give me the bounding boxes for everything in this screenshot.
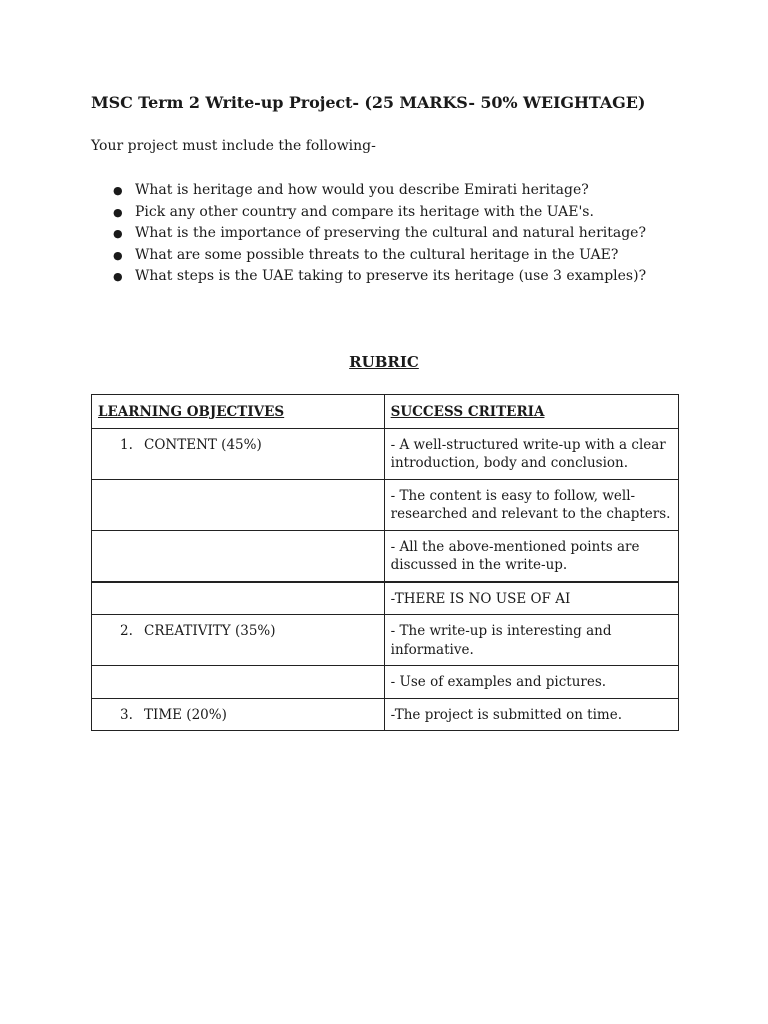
requirements-list bbox=[91, 180, 646, 288]
criteria-cell: - The write-up is interesting and informative. bbox=[384, 615, 678, 666]
criteria-cell: - The content is easy to follow, well-researched and relevant to the chapters. bbox=[384, 479, 678, 530]
list-item-text: What steps is the UAE taking to preserve its heritage (use 3 examples)? bbox=[135, 268, 647, 285]
table-row bbox=[92, 666, 679, 699]
table-row bbox=[92, 479, 679, 530]
objective-cell bbox=[92, 530, 385, 582]
criteria-cell: -The project is submitted on time. bbox=[384, 698, 678, 731]
criteria-cell: - All the above-mentioned points are discussed in the write-up. bbox=[384, 530, 678, 582]
objective-cell bbox=[92, 582, 385, 615]
objective-cell bbox=[92, 428, 385, 479]
criteria-cell: - A well-structured write-up with a clear introduction, body and conclusion. bbox=[384, 428, 678, 479]
objective-cell bbox=[92, 698, 385, 731]
objective-number: 3. bbox=[120, 706, 133, 723]
objective-number: 2. bbox=[120, 623, 133, 639]
list-item bbox=[91, 266, 646, 288]
list-item-text: What are some possible threats to the cultural heritage in the UAE? bbox=[135, 246, 619, 263]
objective-label: CONTENT (45%) bbox=[144, 436, 262, 453]
list-item-text: What is the importance of preserving the cultural and natural heritage? bbox=[135, 225, 646, 242]
rubric-heading: RUBRIC bbox=[349, 353, 419, 371]
list-item-text: Pick any other country and compare its heritage with the UAE's. bbox=[135, 203, 594, 220]
criteria-cell: -THERE IS NO USE OF AI bbox=[384, 582, 678, 615]
objective-label: CREATIVITY (35%) bbox=[144, 623, 276, 639]
list-item bbox=[91, 223, 646, 245]
bullet-icon: ● bbox=[113, 248, 123, 262]
table-header-row bbox=[92, 395, 679, 429]
page-title: MSC Term 2 Write-up Project- (25 MARKS- 50% WEIGHTAGE) bbox=[91, 93, 646, 112]
objective-label: TIME (20%) bbox=[144, 706, 227, 723]
list-item bbox=[91, 245, 646, 267]
intro-text: Your project must include the following- bbox=[91, 138, 376, 154]
criteria-cell: - Use of examples and pictures. bbox=[384, 666, 678, 699]
bullet-icon: ● bbox=[113, 184, 123, 197]
objective-cell bbox=[92, 479, 385, 530]
table-row bbox=[92, 530, 679, 582]
bullet-icon: ● bbox=[113, 205, 123, 219]
table-row bbox=[92, 582, 679, 615]
objective-number: 1. bbox=[120, 436, 133, 453]
objective-cell bbox=[92, 615, 385, 666]
list-item bbox=[91, 202, 646, 224]
objective-cell bbox=[92, 666, 385, 699]
bullet-icon: ● bbox=[113, 227, 123, 241]
header-learning-objectives: LEARNING OBJECTIVES bbox=[92, 395, 385, 429]
list-item-text: What is heritage and how would you describe Emirati heritage? bbox=[135, 182, 589, 198]
table-row bbox=[92, 698, 679, 731]
rubric-table bbox=[91, 394, 679, 731]
table-row bbox=[92, 428, 679, 479]
header-success-criteria: SUCCESS CRITERIA bbox=[384, 395, 678, 429]
list-item bbox=[91, 180, 646, 202]
table-row bbox=[92, 615, 679, 666]
bullet-icon: ● bbox=[113, 270, 123, 284]
